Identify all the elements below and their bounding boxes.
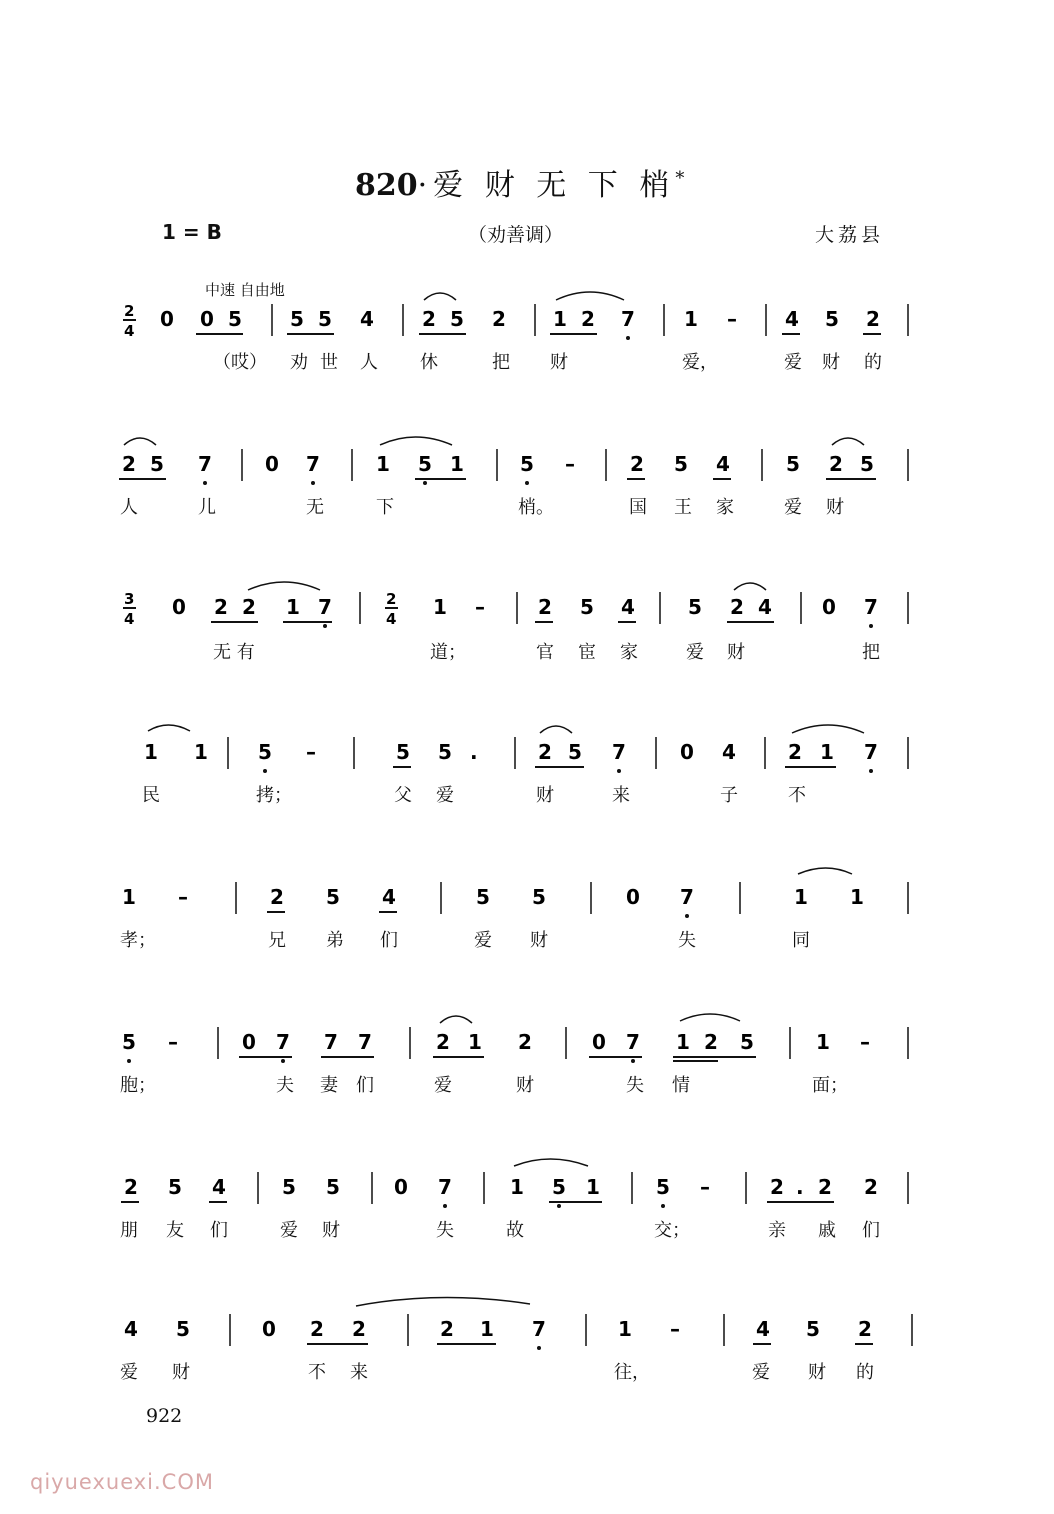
svg-text:2: 2 bbox=[829, 452, 843, 476]
lyric: 子 bbox=[720, 785, 738, 806]
lyric: 兄 bbox=[268, 930, 286, 951]
svg-text:5: 5 bbox=[150, 452, 164, 476]
svg-text:5: 5 bbox=[418, 452, 432, 476]
lyric: 不 bbox=[788, 785, 806, 806]
lyric: 情 bbox=[672, 1075, 690, 1096]
svg-text:5: 5 bbox=[326, 1175, 340, 1199]
score-system-6 bbox=[0, 1003, 1054, 1133]
lyric: 面； bbox=[812, 1075, 848, 1096]
svg-text:4: 4 bbox=[621, 595, 635, 619]
svg-text:4: 4 bbox=[360, 307, 374, 331]
lyric: 家 bbox=[716, 497, 734, 518]
lyric: 梢。 bbox=[518, 497, 554, 518]
svg-text:1: 1 bbox=[286, 595, 300, 619]
page-number: 922 bbox=[146, 1405, 183, 1427]
lyric: 爱 bbox=[784, 497, 802, 518]
lyric: 爱， bbox=[682, 352, 718, 373]
svg-text:–: – bbox=[475, 595, 485, 619]
lyric: 们 bbox=[380, 930, 398, 951]
svg-text:7: 7 bbox=[680, 885, 694, 909]
svg-text:5: 5 bbox=[396, 740, 410, 764]
svg-text:5: 5 bbox=[168, 1175, 182, 1199]
lyric: 孝； bbox=[120, 930, 156, 951]
svg-text:0: 0 bbox=[172, 595, 186, 619]
score-system-1 bbox=[0, 280, 1054, 410]
svg-text:2: 2 bbox=[788, 740, 802, 764]
svg-text:5: 5 bbox=[290, 307, 304, 331]
song-name: ·爱 财 无 下 梢 bbox=[417, 168, 676, 203]
svg-text:2: 2 bbox=[866, 307, 880, 331]
svg-text:4: 4 bbox=[756, 1317, 770, 1341]
svg-text:7: 7 bbox=[306, 452, 320, 476]
svg-text:0: 0 bbox=[592, 1030, 606, 1054]
lyric: 妻 bbox=[320, 1075, 338, 1096]
key-signature: 1 = B bbox=[162, 220, 222, 244]
lyric: 无 bbox=[306, 497, 324, 518]
lyric: 下 bbox=[376, 497, 394, 518]
lyric: 亲 bbox=[768, 1220, 786, 1241]
lyrics-line-3 bbox=[0, 638, 1054, 668]
lyric: 民 bbox=[142, 785, 160, 806]
svg-text:2: 2 bbox=[538, 740, 552, 764]
lyric: 世 bbox=[320, 352, 338, 373]
svg-text:1: 1 bbox=[376, 452, 390, 476]
lyric: 财 bbox=[536, 785, 554, 806]
svg-text:5: 5 bbox=[450, 307, 464, 331]
svg-text:1: 1 bbox=[676, 1030, 690, 1054]
lyric: 把 bbox=[492, 352, 510, 373]
svg-text:7: 7 bbox=[612, 740, 626, 764]
svg-text:7: 7 bbox=[621, 307, 635, 331]
svg-text:0: 0 bbox=[265, 452, 279, 476]
lyric: 不 bbox=[308, 1362, 326, 1383]
svg-text:2: 2 bbox=[124, 302, 135, 320]
svg-text:2: 2 bbox=[386, 590, 397, 608]
svg-text:0: 0 bbox=[160, 307, 174, 331]
lyric: 爱 bbox=[686, 642, 704, 663]
svg-text:1: 1 bbox=[586, 1175, 600, 1199]
svg-text:1: 1 bbox=[618, 1317, 632, 1341]
lyric: 的 bbox=[856, 1362, 874, 1383]
lyric: 故 bbox=[506, 1220, 524, 1241]
svg-text:0: 0 bbox=[822, 595, 836, 619]
svg-text:7: 7 bbox=[864, 740, 878, 764]
lyric: 家 bbox=[620, 642, 638, 663]
svg-text:1: 1 bbox=[820, 740, 834, 764]
svg-text:5: 5 bbox=[318, 307, 332, 331]
footnote-mark: * bbox=[675, 168, 691, 189]
svg-text:5: 5 bbox=[674, 452, 688, 476]
lyric: 财 bbox=[727, 642, 745, 663]
svg-text:7: 7 bbox=[198, 452, 212, 476]
lyric: 无 有 bbox=[213, 642, 255, 663]
svg-text:3: 3 bbox=[124, 590, 135, 608]
lyric: 失 bbox=[626, 1075, 644, 1096]
lyric: 同 bbox=[792, 930, 810, 951]
lyric: 失 bbox=[436, 1220, 454, 1241]
svg-text:5: 5 bbox=[786, 452, 800, 476]
svg-text:2: 2 bbox=[858, 1317, 872, 1341]
song-number: 820 bbox=[355, 168, 418, 203]
svg-text:7: 7 bbox=[276, 1030, 290, 1054]
lyric: 拷； bbox=[256, 785, 292, 806]
svg-text:1: 1 bbox=[794, 885, 808, 909]
svg-text:5: 5 bbox=[806, 1317, 820, 1341]
svg-text:0: 0 bbox=[242, 1030, 256, 1054]
svg-text:2: 2 bbox=[436, 1030, 450, 1054]
svg-text:2: 2 bbox=[122, 452, 136, 476]
svg-text:5: 5 bbox=[568, 740, 582, 764]
lyric: 失 bbox=[678, 930, 696, 951]
score-system-5 bbox=[0, 858, 1054, 988]
lyric: 道； bbox=[430, 642, 466, 663]
score-system-3 bbox=[0, 570, 1054, 700]
tune-name: （劝善调） bbox=[468, 224, 564, 246]
lyric: 儿 bbox=[198, 497, 216, 518]
lyric: 人 bbox=[360, 352, 378, 373]
svg-text:2: 2 bbox=[538, 595, 552, 619]
tempo-marking: 中速 自由地 bbox=[205, 281, 285, 299]
lyric: 爱 bbox=[436, 785, 454, 806]
svg-text:5: 5 bbox=[520, 452, 534, 476]
svg-text:5: 5 bbox=[476, 885, 490, 909]
svg-text:–: – bbox=[306, 740, 316, 764]
lyrics-line-2 bbox=[0, 493, 1054, 523]
site-watermark: qiyuexuexi.COM bbox=[30, 1470, 214, 1494]
svg-text:1: 1 bbox=[433, 595, 447, 619]
svg-text:4: 4 bbox=[386, 610, 397, 628]
lyric: 们 bbox=[210, 1220, 228, 1241]
svg-text:1: 1 bbox=[684, 307, 698, 331]
svg-text:0: 0 bbox=[626, 885, 640, 909]
svg-text:0: 0 bbox=[394, 1175, 408, 1199]
svg-text:–: – bbox=[727, 307, 737, 331]
lyric: 交； bbox=[654, 1220, 690, 1241]
song-title bbox=[355, 160, 690, 204]
svg-text:5: 5 bbox=[552, 1175, 566, 1199]
lyric: 往， bbox=[614, 1362, 650, 1383]
svg-text:2: 2 bbox=[770, 1175, 784, 1199]
lyric: 弟 bbox=[326, 930, 344, 951]
svg-text:1: 1 bbox=[122, 885, 136, 909]
lyrics-line-1 bbox=[0, 348, 1054, 378]
svg-text:4: 4 bbox=[716, 452, 730, 476]
svg-text:1: 1 bbox=[468, 1030, 482, 1054]
svg-text:4: 4 bbox=[124, 1317, 138, 1341]
svg-text:5: 5 bbox=[825, 307, 839, 331]
lyric: 财 bbox=[822, 352, 840, 373]
svg-text:4: 4 bbox=[758, 595, 772, 619]
svg-text:4: 4 bbox=[212, 1175, 226, 1199]
svg-text:.: . bbox=[470, 740, 478, 764]
svg-text:5: 5 bbox=[656, 1175, 670, 1199]
lyric: 财 bbox=[172, 1362, 190, 1383]
lyrics-line-8 bbox=[0, 1358, 1054, 1388]
lyric: 财 bbox=[550, 352, 568, 373]
svg-text:5: 5 bbox=[438, 740, 452, 764]
svg-text:1: 1 bbox=[850, 885, 864, 909]
svg-text:1: 1 bbox=[510, 1175, 524, 1199]
svg-text:2: 2 bbox=[864, 1175, 878, 1199]
lyric: 财 bbox=[516, 1075, 534, 1096]
svg-text:2: 2 bbox=[492, 307, 506, 331]
svg-text:1: 1 bbox=[553, 307, 567, 331]
lyric: （哎） bbox=[213, 352, 267, 373]
svg-text:5: 5 bbox=[228, 307, 242, 331]
svg-text:7: 7 bbox=[318, 595, 332, 619]
svg-text:5: 5 bbox=[688, 595, 702, 619]
svg-text:2: 2 bbox=[818, 1175, 832, 1199]
lyric: 夫 bbox=[276, 1075, 294, 1096]
svg-text:4: 4 bbox=[124, 322, 135, 340]
svg-text:1: 1 bbox=[816, 1030, 830, 1054]
svg-text:.: . bbox=[796, 1175, 804, 1199]
svg-text:4: 4 bbox=[124, 610, 135, 628]
lyric: 胞； bbox=[120, 1075, 156, 1096]
svg-text:2: 2 bbox=[242, 595, 256, 619]
svg-text:5: 5 bbox=[258, 740, 272, 764]
svg-text:5: 5 bbox=[122, 1030, 136, 1054]
svg-text:2: 2 bbox=[124, 1175, 138, 1199]
svg-text:–: – bbox=[700, 1175, 710, 1199]
lyrics-line-5 bbox=[0, 926, 1054, 956]
score-system-7 bbox=[0, 1148, 1054, 1278]
lyric: 们 bbox=[356, 1075, 374, 1096]
svg-text:–: – bbox=[178, 885, 188, 909]
lyric: 休 bbox=[420, 352, 438, 373]
svg-text:–: – bbox=[860, 1030, 870, 1054]
svg-text:2: 2 bbox=[270, 885, 284, 909]
svg-text:5: 5 bbox=[580, 595, 594, 619]
svg-text:5: 5 bbox=[326, 885, 340, 909]
svg-text:7: 7 bbox=[438, 1175, 452, 1199]
svg-text:7: 7 bbox=[532, 1317, 546, 1341]
lyrics-line-4 bbox=[0, 781, 1054, 811]
lyric: 劝 bbox=[290, 352, 308, 373]
lyric: 的 bbox=[864, 352, 882, 373]
svg-text:5: 5 bbox=[176, 1317, 190, 1341]
svg-text:–: – bbox=[670, 1317, 680, 1341]
svg-text:4: 4 bbox=[382, 885, 396, 909]
svg-text:5: 5 bbox=[860, 452, 874, 476]
svg-text:1: 1 bbox=[480, 1317, 494, 1341]
lyric: 王 bbox=[674, 497, 692, 518]
lyric: 来 bbox=[350, 1362, 368, 1383]
svg-text:–: – bbox=[565, 452, 575, 476]
svg-text:2: 2 bbox=[214, 595, 228, 619]
svg-text:2: 2 bbox=[422, 307, 436, 331]
lyric: 们 bbox=[862, 1220, 880, 1241]
lyric: 爱 bbox=[784, 352, 802, 373]
svg-text:1: 1 bbox=[144, 740, 158, 764]
lyric: 国 bbox=[629, 497, 647, 518]
svg-text:2: 2 bbox=[518, 1030, 532, 1054]
lyric: 父 bbox=[394, 785, 412, 806]
lyric: 人 bbox=[120, 497, 138, 518]
svg-text:2: 2 bbox=[704, 1030, 718, 1054]
svg-text:2: 2 bbox=[581, 307, 595, 331]
lyric: 财 bbox=[322, 1220, 340, 1241]
svg-text:7: 7 bbox=[358, 1030, 372, 1054]
svg-text:–: – bbox=[168, 1030, 178, 1054]
lyric: 财 bbox=[530, 930, 548, 951]
score-system-2 bbox=[0, 425, 1054, 555]
svg-text:5: 5 bbox=[282, 1175, 296, 1199]
svg-text:1: 1 bbox=[194, 740, 208, 764]
svg-text:2: 2 bbox=[310, 1317, 324, 1341]
lyric: 把 bbox=[862, 642, 880, 663]
svg-text:7: 7 bbox=[324, 1030, 338, 1054]
lyric: 官 bbox=[536, 642, 554, 663]
lyric: 来 bbox=[612, 785, 630, 806]
svg-text:4: 4 bbox=[785, 307, 799, 331]
lyric: 爱 bbox=[474, 930, 492, 951]
lyric: 爱 bbox=[752, 1362, 770, 1383]
score-system-8 bbox=[0, 1290, 1054, 1420]
lyrics-line-7 bbox=[0, 1216, 1054, 1246]
svg-text:4: 4 bbox=[722, 740, 736, 764]
lyric: 爱 bbox=[280, 1220, 298, 1241]
svg-text:0: 0 bbox=[200, 307, 214, 331]
svg-text:0: 0 bbox=[680, 740, 694, 764]
lyric: 财 bbox=[808, 1362, 826, 1383]
lyric: 爱 bbox=[120, 1362, 138, 1383]
svg-text:5: 5 bbox=[532, 885, 546, 909]
svg-text:2: 2 bbox=[730, 595, 744, 619]
svg-text:7: 7 bbox=[626, 1030, 640, 1054]
lyric: 戚 bbox=[818, 1220, 836, 1241]
svg-text:7: 7 bbox=[864, 595, 878, 619]
region-label: 大荔县 bbox=[815, 224, 885, 246]
svg-text:0: 0 bbox=[262, 1317, 276, 1341]
svg-text:2: 2 bbox=[630, 452, 644, 476]
lyric: 财 bbox=[826, 497, 844, 518]
score-system-4 bbox=[0, 713, 1054, 843]
svg-text:2: 2 bbox=[440, 1317, 454, 1341]
svg-text:1: 1 bbox=[450, 452, 464, 476]
lyric: 朋 bbox=[120, 1220, 138, 1241]
lyric: 宦 bbox=[578, 642, 596, 663]
lyrics-line-6 bbox=[0, 1071, 1054, 1101]
lyric: 爱 bbox=[434, 1075, 452, 1096]
lyric: 友 bbox=[166, 1220, 184, 1241]
svg-text:2: 2 bbox=[352, 1317, 366, 1341]
svg-text:5: 5 bbox=[740, 1030, 754, 1054]
